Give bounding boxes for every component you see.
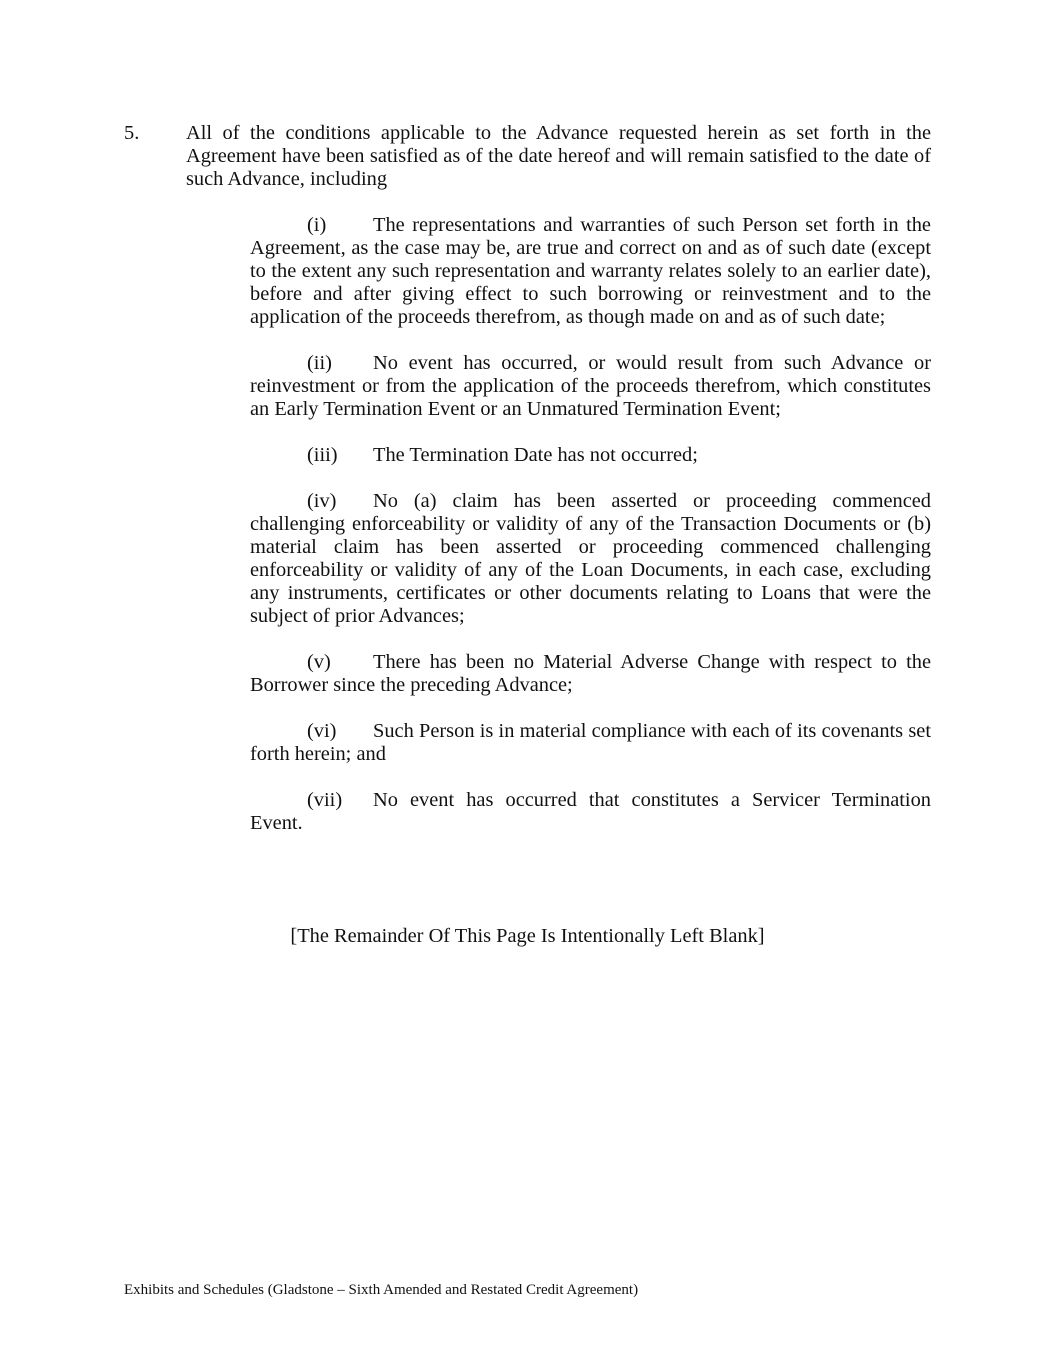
list-item-vi: [250, 720, 931, 766]
list-item-i: [250, 214, 931, 329]
item-text: The representations and warranties of such Person set forth in the Agreement, as the case may be, are true and correct on and as of such date (except to the extent any such representation and warranty relates solely to an earlier date), before and after giving effect to such borrowing or reinvestment and to the application of the proceeds therefrom, as though made on and as of such date;: [250, 214, 931, 328]
item-text: The Termination Date has not occurred;: [373, 444, 698, 466]
item-marker: (i): [307, 214, 327, 236]
item-marker: (iii): [307, 444, 338, 466]
list-item-v: [250, 651, 931, 697]
section-number: 5.: [124, 122, 140, 144]
item-marker: (ii): [307, 352, 332, 374]
section-text: All of the conditions applicable to the Advance requested herein as set forth in the Agreement have been satisfied as of the date hereof and will remain satisfied to the date of such Advance, including: [186, 122, 931, 190]
item-text: No (a) claim has been asserted or proceeding commenced challenging enforceability or validity of any of the Transaction Documents or (b) material claim has been asserted or proceeding commenced challenging enforceability or validity of any of the Loan Documents, in each case, excluding any instruments, certificates or other documents relating to Loans that were the subject of prior Advances;: [250, 490, 931, 627]
item-text: No event has occurred that constitutes a Servicer Termination Event.: [250, 789, 931, 834]
item-text: Such Person is in material compliance with each of its covenants set forth herein; and: [250, 720, 931, 765]
item-marker: (vi): [307, 720, 337, 742]
item-text: No event has occurred, or would result from such Advance or reinvestment or from the application of the proceeds therefrom, which constitutes an Early Termination Event or an Unmatured Termination Event;: [250, 352, 931, 420]
document-body: [124, 122, 931, 948]
section-5-paragraph: [124, 122, 931, 191]
list-item-vii: [250, 789, 931, 835]
list-item-ii: [250, 352, 931, 421]
page-blank-notice: [The Remainder Of This Page Is Intentionally Left Blank]: [290, 925, 765, 947]
item-marker: (iv): [307, 490, 337, 512]
page-footer: Exhibits and Schedules (Gladstone – Sixth Amended and Restated Credit Agreement): [124, 1282, 639, 1298]
item-text: There has been no Material Adverse Change with respect to the Borrower since the preceding Advance;: [250, 651, 931, 696]
item-marker: (vii): [307, 789, 343, 811]
list-item-iii: [250, 444, 931, 467]
list-item-iv: [250, 490, 931, 628]
item-marker: (v): [307, 651, 331, 673]
